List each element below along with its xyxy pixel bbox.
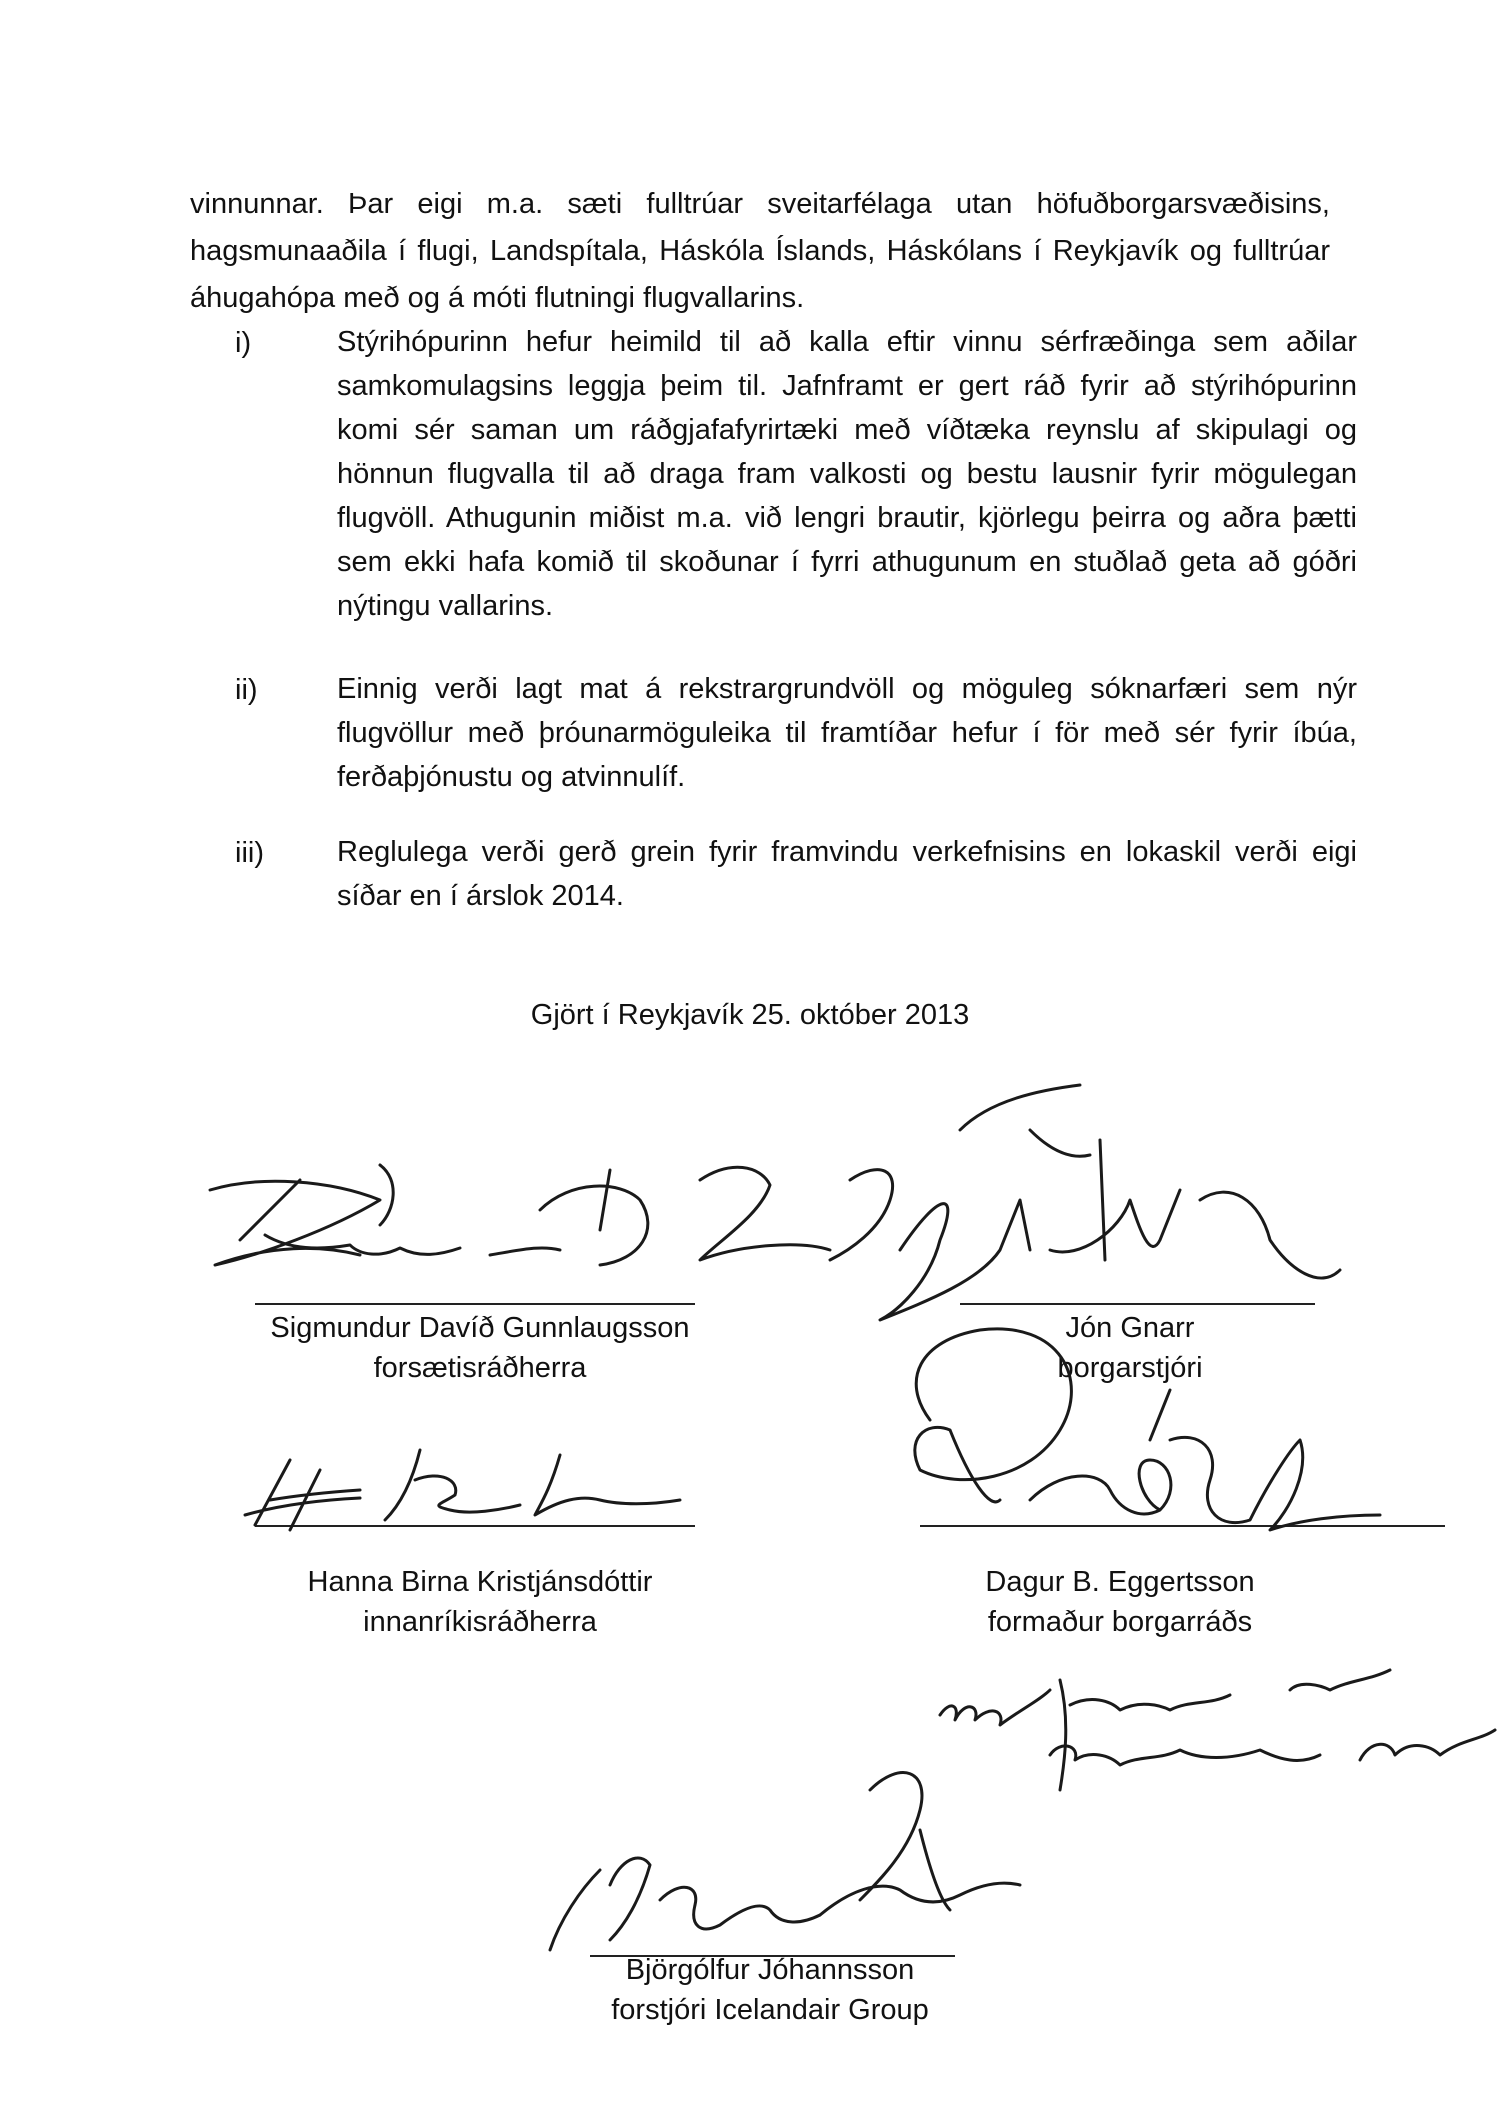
signatory-name: Sigmundur Davíð Gunnlaugsson <box>270 1312 690 1344</box>
signature-bjorgolfur <box>550 1773 1020 1950</box>
list-item-text: Stýrihópurinn hefur heimild til að kalla eftir vinnu sérfræðinga sem aðilar samkomulagsins leggja þeim til. Jafnframt er gert ráð fyrir að stýrihópurinn komi sér saman um ráðgjafafyrirtæki með víðtæka reynslu af skipulagi og hönnun flugvalla til að draga fram valkosti og bestu lausnir fyrir mögulegan flugvöll. Athugunin miðist m.a. við lengri brautir, kjörlegu þeirra og aðra þætti sem ekki hafa komið til skoðunar í fyrri athugunum en stuðlað geta að góðri nýtingu vallarins. <box>337 326 1357 622</box>
signature-line <box>960 1303 1315 1305</box>
signatory-bjorgolfur <box>560 1950 980 2030</box>
intro-paragraph: vinnunnar. Þar eigi m.a. sæti fulltrúar sveitarfélaga utan höfuðborgarsvæðisins, hagsmunaaðila í flugi, Landspítala, Háskóla Íslands, Háskólans í Reykjavík og fulltrúar áhugahópa með og á móti flutningi flugvallarins. <box>190 188 1330 314</box>
list-item-marker: iii) <box>235 837 264 869</box>
signatory-jon <box>980 1308 1280 1388</box>
list-item-text: Reglulega verði gerð grein fyrir framvindu verkefnisins en lokaskil verði eigi síðar en í árslok 2014. <box>337 836 1357 912</box>
signatory-name: Jón Gnarr <box>1065 1312 1195 1344</box>
signatory-title: borgarstjóri <box>1057 1352 1203 1384</box>
signatory-dagur <box>930 1562 1310 1642</box>
signature-line <box>255 1303 695 1305</box>
signatory-title: forstjóri Icelandair Group <box>611 1994 929 2026</box>
signatory-name: Björgólfur Jóhannsson <box>625 1954 915 1986</box>
signatory-sigmundur <box>250 1308 710 1388</box>
signature-hanna <box>245 1450 680 1530</box>
signatory-title: formaður borgarráðs <box>987 1606 1253 1638</box>
list-item-marker: i) <box>235 327 252 359</box>
signatory-name: Dagur B. Eggertsson <box>985 1566 1255 1598</box>
signature-sigmundur <box>210 1165 648 1265</box>
signatory-hanna <box>250 1562 710 1642</box>
signature-jon <box>700 1085 1340 1320</box>
list-item-marker: ii) <box>235 674 258 706</box>
place-and-date: Gjört í Reykjavík 25. október 2013 <box>530 999 970 1031</box>
signature-line <box>920 1525 1445 1527</box>
signature-line <box>255 1525 695 1527</box>
list-item-text: Einnig verði lagt mat á rekstrargrundvöll og möguleg sóknarfæri sem nýr flugvöllur með þróunarmöguleika til framtíðar hefur í för með sér fyrir íbúa, ferðaþjónustu og atvinnulíf. <box>337 673 1357 793</box>
handwritten-note-image <box>940 1670 1495 1790</box>
signatory-title: forsætisráðherra <box>373 1352 587 1384</box>
signatory-name: Hanna Birna Kristjánsdóttir <box>307 1566 653 1598</box>
signatory-title: innanríkisráðherra <box>363 1606 597 1638</box>
